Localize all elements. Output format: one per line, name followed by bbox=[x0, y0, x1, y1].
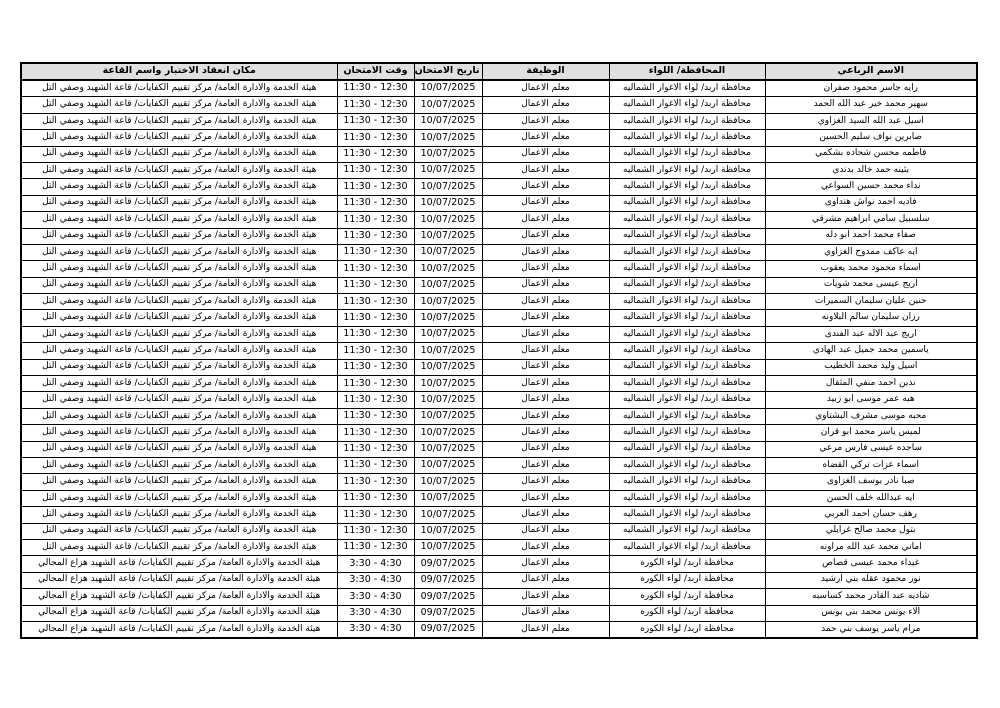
cell-name: سهير محمد خير عبد الله الحمد bbox=[765, 97, 977, 113]
header-full-name: الاسم الرباعي bbox=[765, 63, 977, 80]
cell-governorate: محافظة اربد/ لواء الاغوار الشماليه bbox=[609, 261, 765, 277]
cell-name: فاديه احمد نواش هنداوى bbox=[765, 195, 977, 211]
table-row bbox=[21, 212, 977, 228]
cell-job: معلم الاعمال bbox=[482, 408, 609, 424]
table-row bbox=[21, 621, 977, 638]
cell-time: 11:30 - 12:30 bbox=[337, 261, 414, 277]
cell-location: هيئة الخدمة والادارة العامة/ مركز تقييم الكفايات/ قاعة الشهيد وصفي التل bbox=[21, 80, 337, 97]
cell-location: هيئة الخدمة والادارة العامة/ مركز تقييم الكفايات/ قاعة الشهيد هزاع المجالي bbox=[21, 605, 337, 621]
cell-governorate: محافظة اربد/ لواء الاغوار الشماليه bbox=[609, 507, 765, 523]
cell-time: 3:30 - 4:30 bbox=[337, 605, 414, 621]
cell-location: هيئة الخدمة والادارة العامة/ مركز تقييم الكفايات/ قاعة الشهيد وصفي التل bbox=[21, 162, 337, 178]
table-row bbox=[21, 343, 977, 359]
cell-time: 11:30 - 12:30 bbox=[337, 162, 414, 178]
cell-governorate: محافظة اربد/ لواء الاغوار الشماليه bbox=[609, 310, 765, 326]
cell-governorate: محافظة اربد/ لواء الاغوار الشماليه bbox=[609, 474, 765, 490]
cell-name: صبا نادر يوسف الغزاوى bbox=[765, 474, 977, 490]
cell-time: 3:30 - 4:30 bbox=[337, 572, 414, 588]
cell-name: اسيل عبد الله السيد الغزاوي bbox=[765, 113, 977, 129]
cell-date: 10/07/2025 bbox=[414, 162, 482, 178]
cell-time: 11:30 - 12:30 bbox=[337, 359, 414, 375]
cell-job: معلم الاعمال bbox=[482, 212, 609, 228]
cell-name: رهف حسان احمد العربي bbox=[765, 507, 977, 523]
cell-location: هيئة الخدمة والادارة العامة/ مركز تقييم الكفايات/ قاعة الشهيد وصفي التل bbox=[21, 392, 337, 408]
cell-location: هيئة الخدمة والادارة العامة/ مركز تقييم الكفايات/ قاعة الشهيد وصفي التل bbox=[21, 490, 337, 506]
cell-date: 10/07/2025 bbox=[414, 212, 482, 228]
cell-name: رايه جاسر محمود صفران bbox=[765, 80, 977, 97]
cell-job: معلم الاعمال bbox=[482, 343, 609, 359]
table-row bbox=[21, 441, 977, 457]
cell-location: هيئة الخدمة والادارة العامة/ مركز تقييم الكفايات/ قاعة الشهيد وصفي التل bbox=[21, 113, 337, 129]
cell-time: 11:30 - 12:30 bbox=[337, 113, 414, 129]
cell-date: 10/07/2025 bbox=[414, 326, 482, 342]
cell-date: 10/07/2025 bbox=[414, 228, 482, 244]
header-exam-time: وقت الامتحان bbox=[337, 63, 414, 80]
cell-governorate: محافظة اربد/ لواء الكوره bbox=[609, 621, 765, 638]
cell-name: حنين عليان سليمان السميرات bbox=[765, 294, 977, 310]
table-row bbox=[21, 359, 977, 375]
table-row bbox=[21, 457, 977, 473]
table-row bbox=[21, 228, 977, 244]
cell-job: معلم الاعمال bbox=[482, 523, 609, 539]
cell-time: 11:30 - 12:30 bbox=[337, 326, 414, 342]
table-row bbox=[21, 605, 977, 621]
cell-location: هيئة الخدمة والادارة العامة/ مركز تقييم الكفايات/ قاعة الشهيد وصفي التل bbox=[21, 326, 337, 342]
cell-governorate: محافظة اربد/ لواء الاغوار الشماليه bbox=[609, 130, 765, 146]
cell-location: هيئة الخدمة والادارة العامة/ مركز تقييم الكفايات/ قاعة الشهيد وصفي التل bbox=[21, 425, 337, 441]
cell-name: ساجده عيسى فارس مرعي bbox=[765, 441, 977, 457]
cell-location: هيئة الخدمة والادارة العامة/ مركز تقييم الكفايات/ قاعة الشهيد هزاع المجالي bbox=[21, 589, 337, 605]
cell-job: معلم الاعمال bbox=[482, 605, 609, 621]
table-body bbox=[21, 80, 977, 638]
cell-date: 10/07/2025 bbox=[414, 392, 482, 408]
cell-name: هبه عمر موسى ابو زبيد bbox=[765, 392, 977, 408]
cell-date: 10/07/2025 bbox=[414, 294, 482, 310]
cell-date: 10/07/2025 bbox=[414, 146, 482, 162]
table-row bbox=[21, 425, 977, 441]
cell-governorate: محافظة اربد/ لواء الكوره bbox=[609, 589, 765, 605]
cell-job: معلم الاعمال bbox=[482, 376, 609, 392]
cell-governorate: محافظة اربد/ لواء الاغوار الشماليه bbox=[609, 523, 765, 539]
header-job-title: الوظيفة bbox=[482, 63, 609, 80]
cell-date: 10/07/2025 bbox=[414, 408, 482, 424]
header-exam-location-hall: مكان انعقاد الاختبار واسم القاعة bbox=[21, 63, 337, 80]
cell-time: 11:30 - 12:30 bbox=[337, 457, 414, 473]
cell-location: هيئة الخدمة والادارة العامة/ مركز تقييم الكفايات/ قاعة الشهيد وصفي التل bbox=[21, 195, 337, 211]
cell-governorate: محافظة اربد/ لواء الاغوار الشماليه bbox=[609, 326, 765, 342]
cell-location: هيئة الخدمة والادارة العامة/ مركز تقييم الكفايات/ قاعة الشهيد وصفي التل bbox=[21, 277, 337, 293]
cell-job: معلم الاعمال bbox=[482, 97, 609, 113]
cell-job: معلم الاعمال bbox=[482, 261, 609, 277]
cell-job: معلم الاعمال bbox=[482, 392, 609, 408]
table-row bbox=[21, 392, 977, 408]
cell-location: هيئة الخدمة والادارة العامة/ مركز تقييم الكفايات/ قاعة الشهيد وصفي التل bbox=[21, 474, 337, 490]
cell-date: 10/07/2025 bbox=[414, 441, 482, 457]
cell-name: ندين احمد منفي المثقال bbox=[765, 376, 977, 392]
cell-date: 10/07/2025 bbox=[414, 80, 482, 97]
cell-job: معلم الاعمال bbox=[482, 228, 609, 244]
cell-name: شاديه عبد القادر محمد كساسبه bbox=[765, 589, 977, 605]
cell-time: 3:30 - 4:30 bbox=[337, 556, 414, 572]
cell-governorate: محافظة اربد/ لواء الاغوار الشماليه bbox=[609, 359, 765, 375]
cell-job: معلم الاعمال bbox=[482, 277, 609, 293]
cell-time: 11:30 - 12:30 bbox=[337, 425, 414, 441]
cell-time: 11:30 - 12:30 bbox=[337, 146, 414, 162]
cell-time: 11:30 - 12:30 bbox=[337, 195, 414, 211]
cell-date: 10/07/2025 bbox=[414, 310, 482, 326]
cell-location: هيئة الخدمة والادارة العامة/ مركز تقييم الكفايات/ قاعة الشهيد وصفي التل bbox=[21, 228, 337, 244]
cell-governorate: محافظة اربد/ لواء الاغوار الشماليه bbox=[609, 294, 765, 310]
cell-governorate: محافظة اربد/ لواء الاغوار الشماليه bbox=[609, 441, 765, 457]
cell-location: هيئة الخدمة والادارة العامة/ مركز تقييم الكفايات/ قاعة الشهيد هزاع المجالي bbox=[21, 572, 337, 588]
cell-date: 09/07/2025 bbox=[414, 556, 482, 572]
cell-location: هيئة الخدمة والادارة العامة/ مركز تقييم الكفايات/ قاعة الشهيد وصفي التل bbox=[21, 343, 337, 359]
cell-location: هيئة الخدمة والادارة العامة/ مركز تقييم الكفايات/ قاعة الشهيد وصفي التل bbox=[21, 244, 337, 260]
cell-governorate: محافظة اربد/ لواء الكوره bbox=[609, 572, 765, 588]
table-row bbox=[21, 261, 977, 277]
cell-date: 10/07/2025 bbox=[414, 343, 482, 359]
cell-name: اسماء عزات تركي القضاه bbox=[765, 457, 977, 473]
cell-governorate: محافظة اربد/ لواء الاغوار الشماليه bbox=[609, 212, 765, 228]
cell-governorate: محافظة اربد/ لواء الاغوار الشماليه bbox=[609, 376, 765, 392]
cell-location: هيئة الخدمة والادارة العامة/ مركز تقييم الكفايات/ قاعة الشهيد وصفي التل bbox=[21, 294, 337, 310]
cell-governorate: محافظة اربد/ لواء الاغوار الشماليه bbox=[609, 539, 765, 555]
table-row bbox=[21, 80, 977, 97]
cell-job: معلم الاعمال bbox=[482, 589, 609, 605]
table-row bbox=[21, 130, 977, 146]
cell-name: سلسبيل سامي ابراهيم مشرقي bbox=[765, 212, 977, 228]
header-governorate-district: المحافظة/ اللواء bbox=[609, 63, 765, 80]
cell-time: 3:30 - 4:30 bbox=[337, 589, 414, 605]
cell-time: 11:30 - 12:30 bbox=[337, 343, 414, 359]
cell-date: 10/07/2025 bbox=[414, 539, 482, 555]
cell-name: اريج عيسى محمد شويات bbox=[765, 277, 977, 293]
cell-name: صابرين نواف سليم الحسين bbox=[765, 130, 977, 146]
cell-time: 11:30 - 12:30 bbox=[337, 80, 414, 97]
cell-job: معلم الاعمال bbox=[482, 572, 609, 588]
cell-job: معلم الاعمال bbox=[482, 130, 609, 146]
cell-location: هيئة الخدمة والادارة العامة/ مركز تقييم الكفايات/ قاعة الشهيد وصفي التل bbox=[21, 507, 337, 523]
cell-name: اريج عبد الاله عبد الفندى bbox=[765, 326, 977, 342]
cell-name: محبه موسى مشرف البشتاوي bbox=[765, 408, 977, 424]
cell-date: 10/07/2025 bbox=[414, 474, 482, 490]
cell-time: 11:30 - 12:30 bbox=[337, 408, 414, 424]
cell-time: 11:30 - 12:30 bbox=[337, 228, 414, 244]
cell-name: اماني محمد عبد الله مراونه bbox=[765, 539, 977, 555]
cell-date: 09/07/2025 bbox=[414, 621, 482, 638]
exam-schedule-table bbox=[20, 62, 978, 639]
cell-governorate: محافظة اربد/ لواء الكوره bbox=[609, 605, 765, 621]
cell-location: هيئة الخدمة والادارة العامة/ مركز تقييم الكفايات/ قاعة الشهيد هزاع المجالي bbox=[21, 621, 337, 638]
table-row bbox=[21, 195, 977, 211]
cell-time: 11:30 - 12:30 bbox=[337, 539, 414, 555]
cell-location: هيئة الخدمة والادارة العامة/ مركز تقييم الكفايات/ قاعة الشهيد وصفي التل bbox=[21, 146, 337, 162]
cell-name: صفاء محمد احمد ابو دله bbox=[765, 228, 977, 244]
cell-time: 11:30 - 12:30 bbox=[337, 130, 414, 146]
cell-date: 09/07/2025 bbox=[414, 589, 482, 605]
cell-job: معلم الاعمال bbox=[482, 80, 609, 97]
cell-governorate: محافظة اربد/ لواء الاغوار الشماليه bbox=[609, 457, 765, 473]
cell-time: 11:30 - 12:30 bbox=[337, 277, 414, 293]
table-row bbox=[21, 162, 977, 178]
table-row bbox=[21, 244, 977, 260]
table-row bbox=[21, 523, 977, 539]
header-exam-date: تاريخ الامتحان bbox=[414, 63, 482, 80]
cell-date: 10/07/2025 bbox=[414, 277, 482, 293]
table-row bbox=[21, 310, 977, 326]
cell-name: ايه عاكف ممدوح الغزاوي bbox=[765, 244, 977, 260]
cell-job: معلم الاعمال bbox=[482, 195, 609, 211]
cell-location: هيئة الخدمة والادارة العامة/ مركز تقييم الكفايات/ قاعة الشهيد وصفي التل bbox=[21, 359, 337, 375]
cell-governorate: محافظة اربد/ لواء الاغوار الشماليه bbox=[609, 162, 765, 178]
cell-time: 3:30 - 4:30 bbox=[337, 621, 414, 638]
cell-location: هيئة الخدمة والادارة العامة/ مركز تقييم الكفايات/ قاعة الشهيد هزاع المجالي bbox=[21, 556, 337, 572]
cell-governorate: محافظة اربد/ لواء الكوره bbox=[609, 556, 765, 572]
table-row bbox=[21, 97, 977, 113]
cell-job: معلم الاعمال bbox=[482, 162, 609, 178]
table-row bbox=[21, 179, 977, 195]
cell-job: معلم الاعمال bbox=[482, 244, 609, 260]
cell-job: معلم الاعمال bbox=[482, 457, 609, 473]
cell-job: معلم الاعمال bbox=[482, 359, 609, 375]
cell-time: 11:30 - 12:30 bbox=[337, 97, 414, 113]
cell-time: 11:30 - 12:30 bbox=[337, 179, 414, 195]
cell-name: اسيل وليد محمد الخطيب bbox=[765, 359, 977, 375]
cell-location: هيئة الخدمة والادارة العامة/ مركز تقييم الكفايات/ قاعة الشهيد وصفي التل bbox=[21, 457, 337, 473]
cell-date: 10/07/2025 bbox=[414, 261, 482, 277]
cell-name: نداء محمد حسين السواعي bbox=[765, 179, 977, 195]
table-row bbox=[21, 474, 977, 490]
cell-name: رزان سليمان سالم البلاونه bbox=[765, 310, 977, 326]
cell-governorate: محافظة اربد/ لواء الاغوار الشماليه bbox=[609, 408, 765, 424]
cell-time: 11:30 - 12:30 bbox=[337, 441, 414, 457]
cell-job: معلم الاعمال bbox=[482, 310, 609, 326]
cell-governorate: محافظة اربد/ لواء الاغوار الشماليه bbox=[609, 392, 765, 408]
table-row bbox=[21, 376, 977, 392]
cell-location: هيئة الخدمة والادارة العامة/ مركز تقييم الكفايات/ قاعة الشهيد وصفي التل bbox=[21, 97, 337, 113]
cell-time: 11:30 - 12:30 bbox=[337, 474, 414, 490]
cell-location: هيئة الخدمة والادارة العامة/ مركز تقييم الكفايات/ قاعة الشهيد وصفي التل bbox=[21, 408, 337, 424]
cell-location: هيئة الخدمة والادارة العامة/ مركز تقييم الكفايات/ قاعة الشهيد وصفي التل bbox=[21, 376, 337, 392]
table-row bbox=[21, 572, 977, 588]
table-row bbox=[21, 326, 977, 342]
table-row bbox=[21, 294, 977, 310]
table-row bbox=[21, 507, 977, 523]
cell-name: بثينه حمد خالد بدندي bbox=[765, 162, 977, 178]
cell-governorate: محافظة اربد/ لواء الاغوار الشماليه bbox=[609, 343, 765, 359]
cell-job: معلم الاعمال bbox=[482, 294, 609, 310]
cell-governorate: محافظة اربد/ لواء الاغوار الشماليه bbox=[609, 113, 765, 129]
cell-time: 11:30 - 12:30 bbox=[337, 244, 414, 260]
cell-job: معلم الاعمال bbox=[482, 146, 609, 162]
cell-governorate: محافظة اربد/ لواء الاغوار الشماليه bbox=[609, 195, 765, 211]
cell-job: معلم الاعمال bbox=[482, 507, 609, 523]
cell-name: فاطمه محسن شحاده بشكمي bbox=[765, 146, 977, 162]
cell-time: 11:30 - 12:30 bbox=[337, 376, 414, 392]
cell-job: معلم الاعمال bbox=[482, 179, 609, 195]
cell-governorate: محافظة اربد/ لواء الاغوار الشماليه bbox=[609, 97, 765, 113]
cell-date: 10/07/2025 bbox=[414, 457, 482, 473]
cell-name: نور محمود عقله بني ارشيد bbox=[765, 572, 977, 588]
cell-name: ايه عبدالله خلف الحسن bbox=[765, 490, 977, 506]
cell-job: معلم الاعمال bbox=[482, 425, 609, 441]
cell-time: 11:30 - 12:30 bbox=[337, 507, 414, 523]
table-row bbox=[21, 589, 977, 605]
cell-name: لميس ياسر محمد ابو قران bbox=[765, 425, 977, 441]
cell-location: هيئة الخدمة والادارة العامة/ مركز تقييم الكفايات/ قاعة الشهيد وصفي التل bbox=[21, 261, 337, 277]
cell-governorate: محافظة اربد/ لواء الاغوار الشماليه bbox=[609, 277, 765, 293]
cell-date: 10/07/2025 bbox=[414, 507, 482, 523]
cell-date: 10/07/2025 bbox=[414, 359, 482, 375]
table-row bbox=[21, 556, 977, 572]
cell-time: 11:30 - 12:30 bbox=[337, 490, 414, 506]
cell-governorate: محافظة اربد/ لواء الاغوار الشماليه bbox=[609, 490, 765, 506]
table-row bbox=[21, 113, 977, 129]
cell-governorate: محافظة اربد/ لواء الاغوار الشماليه bbox=[609, 425, 765, 441]
cell-governorate: محافظة اربد/ لواء الاغوار الشماليه bbox=[609, 228, 765, 244]
cell-date: 09/07/2025 bbox=[414, 605, 482, 621]
cell-job: معلم الاعمال bbox=[482, 490, 609, 506]
cell-date: 10/07/2025 bbox=[414, 113, 482, 129]
cell-location: هيئة الخدمة والادارة العامة/ مركز تقييم الكفايات/ قاعة الشهيد وصفي التل bbox=[21, 179, 337, 195]
cell-date: 10/07/2025 bbox=[414, 179, 482, 195]
cell-governorate: محافظة اربد/ لواء الاغوار الشماليه bbox=[609, 146, 765, 162]
cell-date: 10/07/2025 bbox=[414, 425, 482, 441]
cell-date: 09/07/2025 bbox=[414, 572, 482, 588]
cell-name: غيداء محمد عيسى قصاص bbox=[765, 556, 977, 572]
table-row bbox=[21, 277, 977, 293]
cell-location: هيئة الخدمة والادارة العامة/ مركز تقييم الكفايات/ قاعة الشهيد وصفي التل bbox=[21, 130, 337, 146]
cell-job: معلم الاعمال bbox=[482, 474, 609, 490]
cell-date: 10/07/2025 bbox=[414, 376, 482, 392]
cell-date: 10/07/2025 bbox=[414, 490, 482, 506]
cell-date: 10/07/2025 bbox=[414, 97, 482, 113]
table-header-row bbox=[21, 63, 977, 80]
cell-job: معلم الاعمال bbox=[482, 539, 609, 555]
cell-governorate: محافظة اربد/ لواء الاغوار الشماليه bbox=[609, 244, 765, 260]
table-row bbox=[21, 539, 977, 555]
cell-location: هيئة الخدمة والادارة العامة/ مركز تقييم الكفايات/ قاعة الشهيد وصفي التل bbox=[21, 523, 337, 539]
cell-name: الاء يونس محمد بني يونس bbox=[765, 605, 977, 621]
cell-job: معلم الاعمال bbox=[482, 441, 609, 457]
cell-name: مرام ياسر يوسف بني حمد bbox=[765, 621, 977, 638]
cell-job: معلم الاعمال bbox=[482, 113, 609, 129]
cell-time: 11:30 - 12:30 bbox=[337, 523, 414, 539]
cell-name: ياسمين محمد جميل عبد الهادي bbox=[765, 343, 977, 359]
table-row bbox=[21, 408, 977, 424]
cell-location: هيئة الخدمة والادارة العامة/ مركز تقييم الكفايات/ قاعة الشهيد وصفي التل bbox=[21, 441, 337, 457]
cell-name: اسماء محمود محمد يعقوب bbox=[765, 261, 977, 277]
cell-governorate: محافظة اربد/ لواء الاغوار الشماليه bbox=[609, 179, 765, 195]
cell-location: هيئة الخدمة والادارة العامة/ مركز تقييم الكفايات/ قاعة الشهيد وصفي التل bbox=[21, 539, 337, 555]
cell-time: 11:30 - 12:30 bbox=[337, 392, 414, 408]
cell-date: 10/07/2025 bbox=[414, 523, 482, 539]
table-row bbox=[21, 490, 977, 506]
table-row bbox=[21, 146, 977, 162]
cell-time: 11:30 - 12:30 bbox=[337, 294, 414, 310]
cell-job: معلم الاعمال bbox=[482, 621, 609, 638]
cell-location: هيئة الخدمة والادارة العامة/ مركز تقييم الكفايات/ قاعة الشهيد وصفي التل bbox=[21, 212, 337, 228]
cell-date: 10/07/2025 bbox=[414, 130, 482, 146]
cell-time: 11:30 - 12:30 bbox=[337, 212, 414, 228]
cell-job: معلم الاعمال bbox=[482, 326, 609, 342]
cell-date: 10/07/2025 bbox=[414, 195, 482, 211]
cell-name: بتول محمد صالح غرايلي bbox=[765, 523, 977, 539]
cell-governorate: محافظة اربد/ لواء الاغوار الشماليه bbox=[609, 80, 765, 97]
cell-date: 10/07/2025 bbox=[414, 244, 482, 260]
cell-job: معلم الاعمال bbox=[482, 556, 609, 572]
cell-location: هيئة الخدمة والادارة العامة/ مركز تقييم الكفايات/ قاعة الشهيد وصفي التل bbox=[21, 310, 337, 326]
cell-time: 11:30 - 12:30 bbox=[337, 310, 414, 326]
